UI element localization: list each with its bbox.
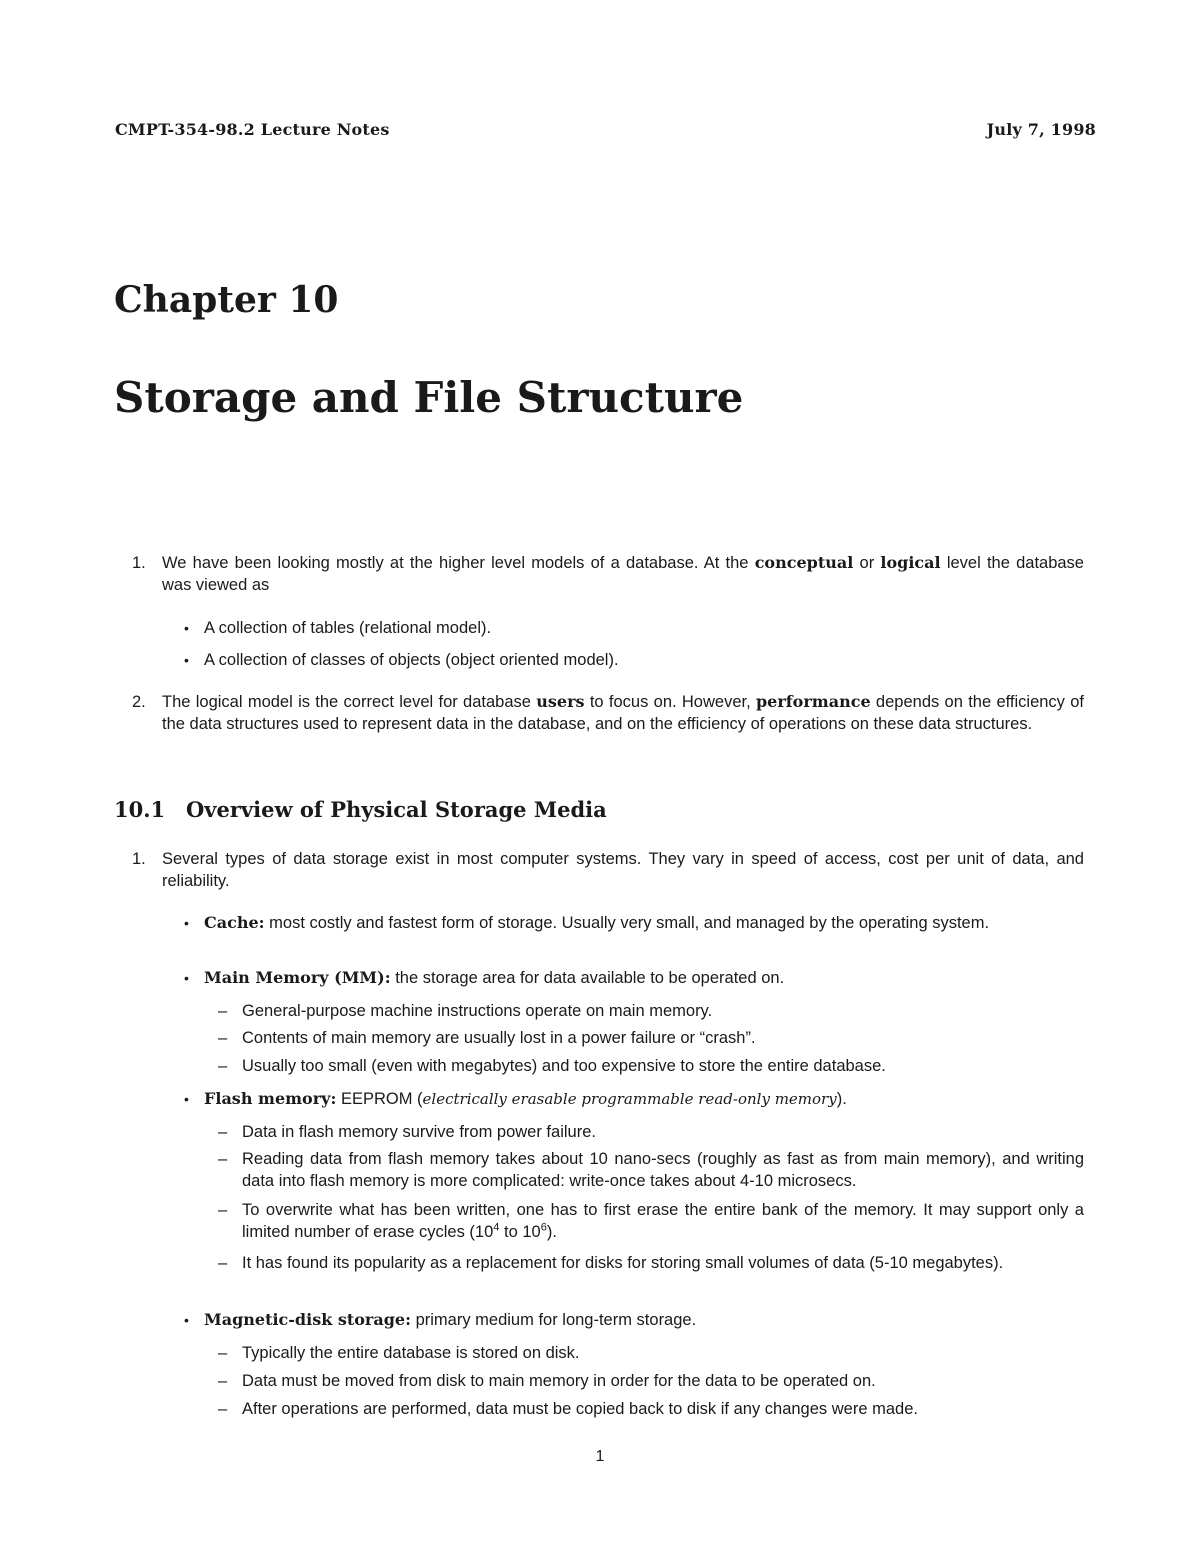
term-performance: performance <box>755 692 871 711</box>
item-text: Several types of data storage exist in most computer systems. They vary in speed of access, cost per unit of data, and reliability. <box>162 850 1084 890</box>
bullet-icon: • <box>184 620 189 636</box>
sub-list-item: – Data must be moved from disk to main memory in order for the data to be operated on. <box>218 1372 876 1390</box>
sub-list-item: – Usually too small (even with megabytes) and too expensive to store the entire database. <box>218 1057 886 1075</box>
page-number: 1 <box>595 1448 605 1465</box>
term-magnetic-disk: Magnetic-disk storage: <box>204 1310 411 1329</box>
term-flash-memory: Flash memory: <box>204 1089 337 1108</box>
sub-list-item: – It has found its popularity as a replacement for disks for storing small volumes of data (5-10 megabytes). <box>218 1254 1004 1272</box>
term-cache: Cache: <box>204 913 265 932</box>
section-number: 10.1 <box>114 797 166 822</box>
item-number: 1. <box>132 850 146 868</box>
section-heading <box>114 797 607 822</box>
sub-list-item: – After operations are performed, data must be copied back to disk if any changes were made. <box>218 1400 918 1418</box>
chapter-number: Chapter 10 <box>114 279 339 321</box>
intro-item-1 <box>132 552 1084 596</box>
list-item: • A collection of tables (relational model). <box>184 619 492 637</box>
chapter-title: Storage and File Structure <box>114 373 744 422</box>
dash-icon: – <box>218 1150 228 1168</box>
dash-icon: – <box>218 1400 228 1418</box>
dash-icon: – <box>218 1254 228 1272</box>
bullet-icon: • <box>184 1312 189 1328</box>
running-header-date: July 7, 1998 <box>986 120 1096 139</box>
section-title: Overview of Physical Storage Media <box>186 797 607 822</box>
sub-list-item: – Contents of main memory are usually lost in a power failure or “crash”. <box>218 1029 756 1047</box>
list-item: • A collection of classes of objects (object oriented model). <box>184 651 619 669</box>
term-conceptual: conceptual <box>754 553 854 572</box>
dash-icon: – <box>218 1002 228 1020</box>
sub-list-item: – Typically the entire database is stored on disk. <box>218 1344 580 1362</box>
eeprom-expansion: electrically erasable programmable read-only memory <box>422 1090 837 1108</box>
term-main-memory: Main Memory (MM): <box>204 968 391 987</box>
dash-icon: – <box>218 1201 228 1219</box>
section-item-1 <box>132 848 1084 892</box>
dash-icon: – <box>218 1123 228 1141</box>
dash-icon: – <box>218 1344 228 1362</box>
sub-list-item: – General-purpose machine instructions operate on main memory. <box>218 1002 713 1020</box>
dash-icon: – <box>218 1057 228 1075</box>
term-logical: logical <box>880 553 941 572</box>
sub-list-item: – Data in flash memory survive from power failure. <box>218 1123 596 1141</box>
bullet-icon: • <box>184 970 189 986</box>
item-text: We have been looking mostly at the higher level models of a database. At the conceptual or logical level the database was viewed as <box>162 553 1084 594</box>
item-number: 2. <box>132 693 146 711</box>
list-item-flash-memory: • Flash memory: EEPROM (electrically erasable programmable read-only memory). <box>184 1089 847 1108</box>
running-header-left: CMPT-354-98.2 Lecture Notes <box>115 120 390 139</box>
sub-list-item: – Reading data from flash memory takes about 10 nano-secs (roughly as fast as from main memory), and writing data into flash memory is more complicated: write-once takes about 4-10 microsecs. <box>218 1150 1084 1190</box>
bullet-icon: • <box>184 1091 189 1107</box>
dash-icon: – <box>218 1029 228 1047</box>
intro-item-2 <box>132 691 1084 735</box>
term-users: users <box>536 692 585 711</box>
bullet-icon: • <box>184 915 189 931</box>
list-item-main-memory: • Main Memory (MM): the storage area for data available to be operated on. <box>184 968 785 987</box>
list-item-magnetic-disk: • Magnetic-disk storage: primary medium for long-term storage. <box>184 1310 697 1329</box>
dash-icon: – <box>218 1372 228 1390</box>
list-item-cache: • Cache: most costly and fastest form of storage. Usually very small, and managed by the operating system. <box>184 913 990 932</box>
item-text: The logical model is the correct level for database users to focus on. However, performance depends on the efficiency of the data structures used to represent data in the database, and on the efficiency of operations on these data structures. <box>162 692 1084 733</box>
item-number: 1. <box>132 554 146 572</box>
bullet-icon: • <box>184 652 189 668</box>
sub-list-item: – To overwrite what has been written, one has to first erase the entire bank of the memory. It may support only a limited number of erase cycles ($10^4$ to $10^6$). <box>218 1201 1084 1241</box>
